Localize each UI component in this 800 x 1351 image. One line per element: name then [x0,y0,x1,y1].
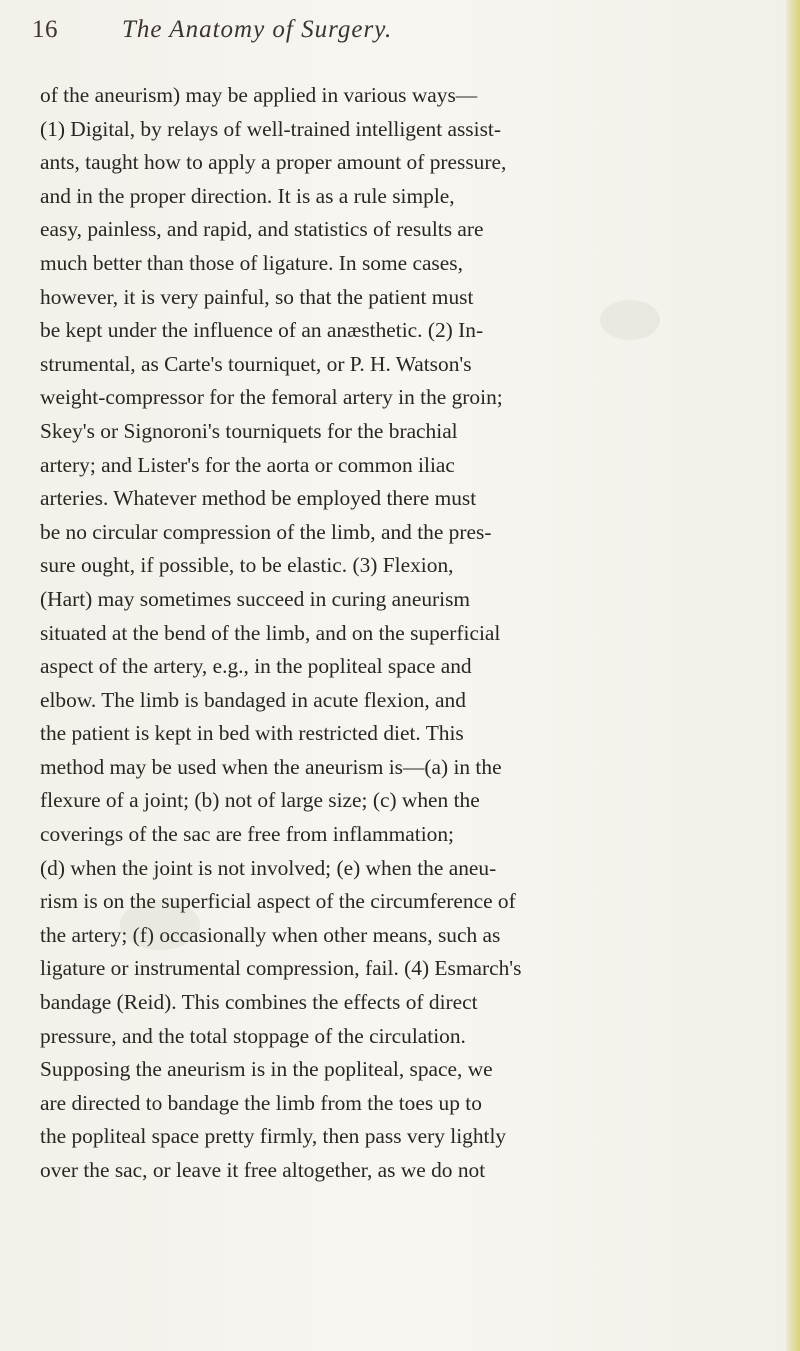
text-line: Skey's or Signoroni's tourniquets for the brachial [40,418,458,443]
text-line: pressure, and the total stoppage of the circulation. [40,1023,466,1048]
text-line: Supposing the aneurism is in the popliteal, space, we [40,1057,493,1082]
text-line: (Hart) may sometimes succeed in curing aneurism [40,586,471,611]
text-line: over the sac, or leave it free altogether, as we do not [40,1158,486,1182]
text-line: artery; and Lister's for the aorta or common iliac [40,452,455,477]
text-line: (d) when the joint is not involved; (e) when the aneu- [40,855,497,880]
text-line: of the aneurism) may be applied in various ways— [40,83,478,107]
text-line: (1) Digital, by relays of well-trained intelligent assist- [40,116,501,141]
text-line: rism is on the superficial aspect of the circumference of [40,889,516,914]
text-line: however, it is very painful, so that the patient must [40,284,474,309]
page-number: 16 [32,16,58,43]
text-line: strumental, as Carte's tourniquet, or P. H. Watson's [40,351,472,376]
text-line: situated at the bend of the limb, and on the superficial [40,620,501,645]
text-line: be no circular compression of the limb, and the pres- [40,519,492,544]
text-line: much better than those of ligature. In some cases, [40,250,463,275]
text-line: the popliteal space pretty firmly, then pass very lightly [40,1124,507,1149]
text-line: ligature or instrumental compression, fail. (4) Esmarch's [40,956,522,981]
paper-blemish [600,300,660,340]
text-line: easy, painless, and rapid, and statistics of results are [40,217,484,242]
text-line: are directed to bandage the limb from the toes up to [40,1090,482,1115]
paper-blemish [120,900,200,950]
text-line: ants, taught how to apply a proper amount of pressure, [40,150,507,175]
body-text [40,79,776,1188]
text-line: and in the proper direction. It is as a rule simple, [40,183,455,208]
text-line: method may be used when the aneurism is—(a) in the [40,754,502,779]
text-line: be kept under the influence of an anæsthetic. (2) In- [40,318,484,343]
text-line: elbow. The limb is bandaged in acute flexion, and [40,687,466,712]
running-head [32,16,752,56]
running-title: The Anatomy of Surgery. [122,16,393,43]
text-line: flexure of a joint; (b) not of large size; (c) when the [40,788,480,813]
text-line: the patient is kept in bed with restricted diet. This [40,721,464,746]
text-line: aspect of the artery, e.g., in the popliteal space and [40,654,472,679]
text-line: arteries. Whatever method be employed there must [40,486,477,511]
text-line: weight-compressor for the femoral artery in the groin; [40,385,503,410]
page-edge [786,0,800,1351]
text-line: the artery; (f) occasionally when other means, such as [40,922,501,947]
text-line: sure ought, if possible, to be elastic. (3) Flexion, [40,553,454,578]
text-line: coverings of the sac are free from inflammation; [40,822,454,847]
text-line: bandage (Reid). This combines the effects of direct [40,990,478,1015]
